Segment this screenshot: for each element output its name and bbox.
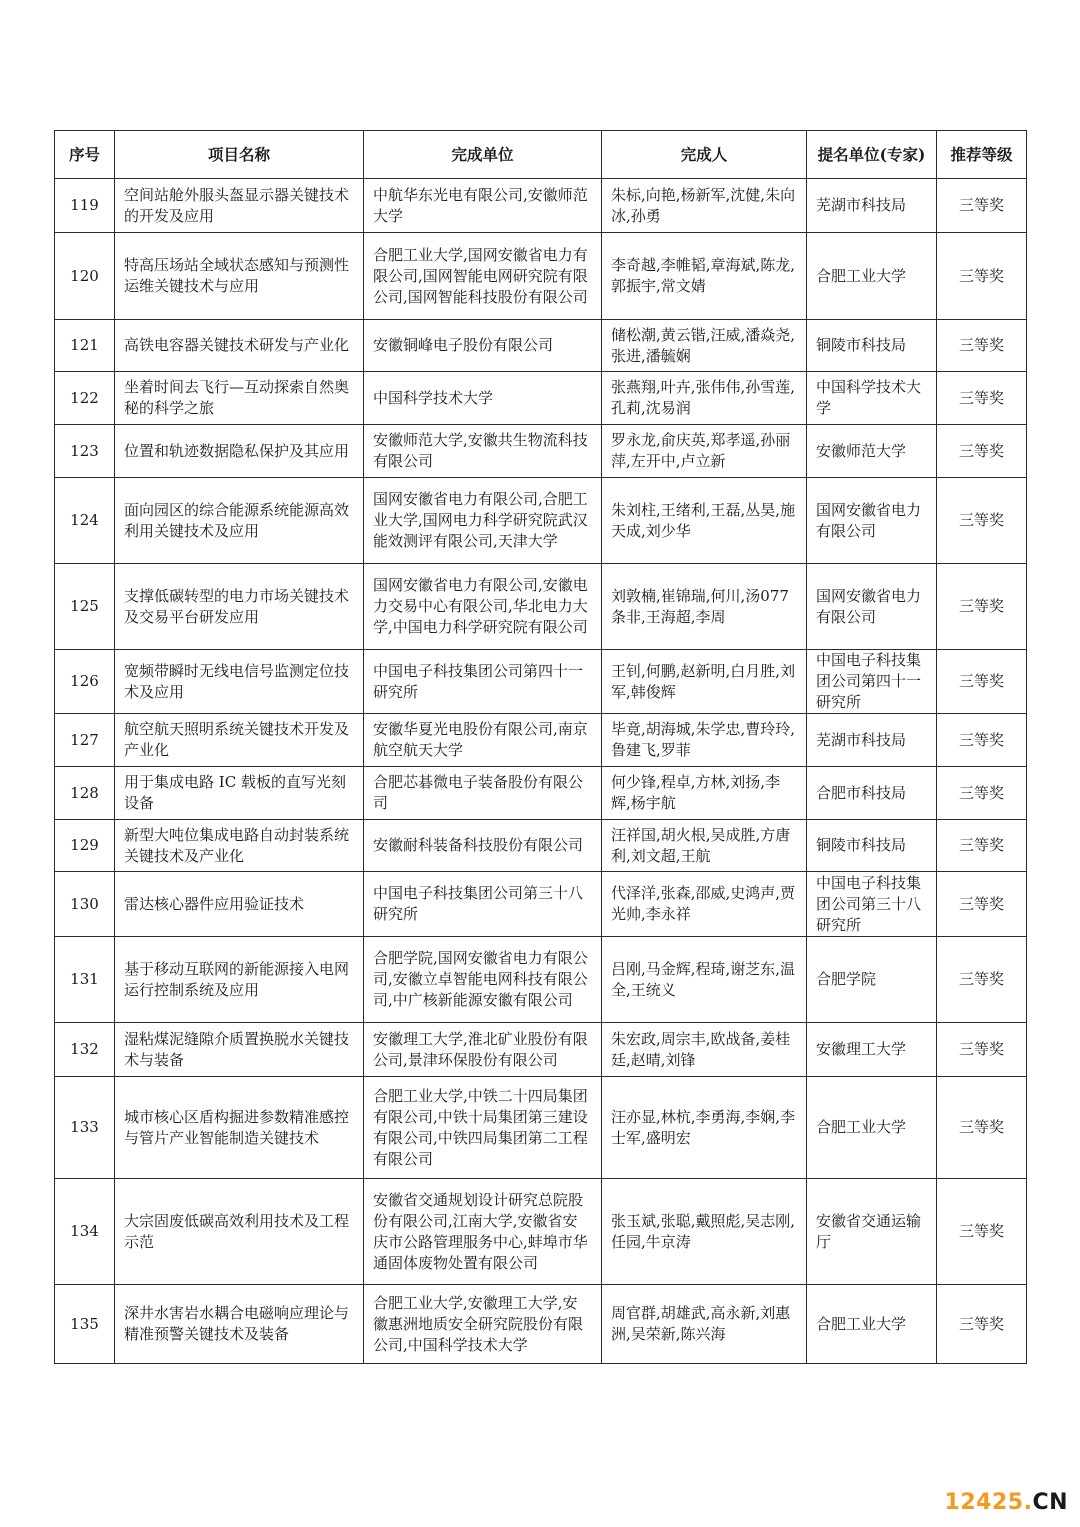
cell-name: 宽频带瞬时无线电信号监测定位技术及应用: [115, 650, 364, 714]
cell-name: 用于集成电路 IC 载板的直写光刻设备: [115, 767, 364, 820]
cell-name: 新型大吨位集成电路自动封装系统关键技术及产业化: [115, 820, 364, 872]
cell-name: 特高压场站全域状态感知与预测性运维关键技术与应用: [115, 233, 364, 320]
cell-grade: 三等奖: [937, 320, 1027, 372]
cell-nominator: 合肥工业大学: [807, 1077, 937, 1179]
cell-name: 坐着时间去飞行—互动探索自然奥秘的科学之旅: [115, 372, 364, 425]
cell-no: 119: [55, 179, 115, 233]
cell-people: 朱宏政,周宗丰,欧战备,姜桂廷,赵晴,刘锋: [602, 1023, 807, 1077]
table-row: [55, 179, 1027, 233]
cell-no: 125: [55, 564, 115, 650]
cell-nominator: 合肥工业大学: [807, 1285, 937, 1364]
watermark-suffix: CN: [1032, 1490, 1068, 1515]
cell-nominator: 铜陵市科技局: [807, 820, 937, 872]
cell-name: 深井水害岩水耦合电磁响应理论与精准预警关键技术及装备: [115, 1285, 364, 1364]
cell-grade: 三等奖: [937, 564, 1027, 650]
cell-grade: 三等奖: [937, 1077, 1027, 1179]
cell-grade: 三等奖: [937, 872, 1027, 937]
header-row: [55, 131, 1027, 179]
cell-unit: 中国电子科技集团公司第四十一研究所: [364, 650, 602, 714]
table-row: [55, 872, 1027, 937]
cell-unit: 合肥芯碁微电子装备股份有限公司: [364, 767, 602, 820]
cell-people: 吕刚,马金辉,程琦,谢芝东,温全,王统义: [602, 937, 807, 1023]
cell-people: 张燕翔,叶卉,张伟伟,孙雪莲,孔莉,沈易润: [602, 372, 807, 425]
header-name: 项目名称: [115, 131, 364, 179]
cell-no: 126: [55, 650, 115, 714]
cell-unit: 安徽师范大学,安徽共生物流科技有限公司: [364, 425, 602, 478]
table-body: [55, 179, 1027, 1364]
cell-nominator: 中国科学技术大学: [807, 372, 937, 425]
table-row: [55, 650, 1027, 714]
cell-grade: 三等奖: [937, 478, 1027, 564]
cell-unit: 安徽耐科装备科技股份有限公司: [364, 820, 602, 872]
cell-unit: 国网安徽省电力有限公司,安徽电力交易中心有限公司,华北电力大学,中国电力科学研究院有限公司: [364, 564, 602, 650]
cell-unit: 合肥工业大学,中铁二十四局集团有限公司,中铁十局集团第三建设有限公司,中铁四局集团第二工程有限公司: [364, 1077, 602, 1179]
cell-name: 空间站舱外服头盔显示器关键技术的开发及应用: [115, 179, 364, 233]
table-row: [55, 937, 1027, 1023]
cell-nominator: 国网安徽省电力有限公司: [807, 564, 937, 650]
site-watermark: [945, 1490, 1068, 1515]
table-row: [55, 564, 1027, 650]
cell-no: 120: [55, 233, 115, 320]
cell-name: 湿粘煤泥缝隙介质置换脱水关键技术与装备: [115, 1023, 364, 1077]
table-row: [55, 425, 1027, 478]
cell-nominator: 安徽理工大学: [807, 1023, 937, 1077]
table-row: [55, 714, 1027, 767]
cell-no: 124: [55, 478, 115, 564]
header-grade: 推荐等级: [937, 131, 1027, 179]
cell-no: 131: [55, 937, 115, 1023]
cell-name: 大宗固废低碳高效利用技术及工程示范: [115, 1179, 364, 1285]
table-row: [55, 1077, 1027, 1179]
cell-nominator: 国网安徽省电力有限公司: [807, 478, 937, 564]
cell-unit: 安徽省交通规划设计研究总院股份有限公司,江南大学,安徽省安庆市公路管理服务中心,蚌埠市华通固体废物处置有限公司: [364, 1179, 602, 1285]
cell-people: 王钊,何鹏,赵新明,白月胜,刘军,韩俊辉: [602, 650, 807, 714]
cell-people: 张玉斌,张聪,戴照彪,吴志刚,任园,牛京涛: [602, 1179, 807, 1285]
cell-grade: 三等奖: [937, 650, 1027, 714]
table-row: [55, 233, 1027, 320]
cell-unit: 中航华东光电有限公司,安徽师范大学: [364, 179, 602, 233]
cell-nominator: 安徽省交通运输厅: [807, 1179, 937, 1285]
cell-nominator: 合肥学院: [807, 937, 937, 1023]
cell-unit: 安徽理工大学,淮北矿业股份有限公司,景津环保股份有限公司: [364, 1023, 602, 1077]
table-row: [55, 320, 1027, 372]
cell-people: 朱标,向艳,杨新军,沈健,朱向冰,孙勇: [602, 179, 807, 233]
cell-nominator: 铜陵市科技局: [807, 320, 937, 372]
cell-name: 位置和轨迹数据隐私保护及其应用: [115, 425, 364, 478]
cell-no: 129: [55, 820, 115, 872]
cell-people: 罗永龙,俞庆英,郑孝遥,孙丽萍,左开中,卢立新: [602, 425, 807, 478]
table-row: [55, 1023, 1027, 1077]
cell-unit: 合肥工业大学,安徽理工大学,安徽惠洲地质安全研究院股份有限公司,中国科学技术大学: [364, 1285, 602, 1364]
cell-no: 133: [55, 1077, 115, 1179]
cell-unit: 中国科学技术大学: [364, 372, 602, 425]
cell-people: 代泽洋,张森,邵威,史鸿声,贾光帅,李永祥: [602, 872, 807, 937]
cell-no: 121: [55, 320, 115, 372]
cell-grade: 三等奖: [937, 937, 1027, 1023]
cell-unit: 安徽华夏光电股份有限公司,南京航空航天大学: [364, 714, 602, 767]
cell-no: 135: [55, 1285, 115, 1364]
cell-grade: 三等奖: [937, 1285, 1027, 1364]
cell-no: 134: [55, 1179, 115, 1285]
cell-name: 城市核心区盾构掘进参数精准感控与管片产业智能制造关键技术: [115, 1077, 364, 1179]
header-no: 序号: [55, 131, 115, 179]
header-unit: 完成单位: [364, 131, 602, 179]
cell-name: 基于移动互联网的新能源接入电网运行控制系统及应用: [115, 937, 364, 1023]
cell-no: 122: [55, 372, 115, 425]
cell-name: 支撑低碳转型的电力市场关键技术及交易平台研发应用: [115, 564, 364, 650]
cell-nominator: 芜湖市科技局: [807, 179, 937, 233]
cell-nominator: 合肥市科技局: [807, 767, 937, 820]
cell-unit: 中国电子科技集团公司第三十八研究所: [364, 872, 602, 937]
cell-people: 李奇越,李帷韬,章海斌,陈龙,郭振宇,常文婧: [602, 233, 807, 320]
cell-nominator: 中国电子科技集团公司第三十八研究所: [807, 872, 937, 937]
cell-nominator: 芜湖市科技局: [807, 714, 937, 767]
cell-no: 123: [55, 425, 115, 478]
cell-name: 航空航天照明系统关键技术开发及产业化: [115, 714, 364, 767]
cell-people: 周官群,胡雄武,高永新,刘惠洲,吴荣新,陈兴海: [602, 1285, 807, 1364]
cell-grade: 三等奖: [937, 372, 1027, 425]
cell-nominator: 合肥工业大学: [807, 233, 937, 320]
cell-no: 132: [55, 1023, 115, 1077]
watermark-number: 12425: [944, 1490, 1024, 1515]
cell-people: 毕竟,胡海城,朱学忠,曹玲玲,鲁建飞,罗菲: [602, 714, 807, 767]
cell-grade: 三等奖: [937, 1023, 1027, 1077]
cell-name: 面向园区的综合能源系统能源高效利用关键技术及应用: [115, 478, 364, 564]
cell-grade: 三等奖: [937, 767, 1027, 820]
table-row: [55, 478, 1027, 564]
table-row: [55, 372, 1027, 425]
table-row: [55, 767, 1027, 820]
cell-unit: 国网安徽省电力有限公司,合肥工业大学,国网电力科学研究院武汉能效测评有限公司,天津大学: [364, 478, 602, 564]
cell-unit: 安徽铜峰电子股份有限公司: [364, 320, 602, 372]
table-row: [55, 1285, 1027, 1364]
cell-people: 汪亦显,林杭,李勇海,李娴,李士军,盛明宏: [602, 1077, 807, 1179]
table-row: [55, 820, 1027, 872]
cell-grade: 三等奖: [937, 714, 1027, 767]
cell-grade: 三等奖: [937, 233, 1027, 320]
cell-nominator: 中国电子科技集团公司第四十一研究所: [807, 650, 937, 714]
cell-no: 130: [55, 872, 115, 937]
cell-grade: 三等奖: [937, 425, 1027, 478]
table-row: [55, 1179, 1027, 1285]
cell-nominator: 安徽师范大学: [807, 425, 937, 478]
cell-grade: 三等奖: [937, 820, 1027, 872]
cell-name: 高铁电容器关键技术研发与产业化: [115, 320, 364, 372]
cell-people: 朱刘柱,王绪利,王磊,丛昊,施天成,刘少华: [602, 478, 807, 564]
cell-no: 128: [55, 767, 115, 820]
header-nominator: 提名单位(专家): [807, 131, 937, 179]
watermark-dot: .: [1023, 1490, 1033, 1515]
cell-people: 储松潮,黄云锴,汪威,潘焱尧,张进,潘毓娴: [602, 320, 807, 372]
cell-name: 雷达核心器件应用验证技术: [115, 872, 364, 937]
cell-no: 127: [55, 714, 115, 767]
cell-grade: 三等奖: [937, 1179, 1027, 1285]
cell-people: 何少锋,程卓,方林,刘扬,李辉,杨宇航: [602, 767, 807, 820]
cell-unit: 合肥学院,国网安徽省电力有限公司,安徽立卓智能电网科技有限公司,中广核新能源安徽有限公司: [364, 937, 602, 1023]
cell-unit: 合肥工业大学,国网安徽省电力有限公司,国网智能电网研究院有限公司,国网智能科技股份有限公司: [364, 233, 602, 320]
awards-table: [54, 130, 1027, 1364]
cell-people: 刘敦楠,崔锦瑞,何川,汤077条非,王海超,李周: [602, 564, 807, 650]
header-people: 完成人: [602, 131, 807, 179]
cell-people: 汪祥国,胡火根,吴成胜,方唐利,刘文超,王航: [602, 820, 807, 872]
cell-grade: 三等奖: [937, 179, 1027, 233]
